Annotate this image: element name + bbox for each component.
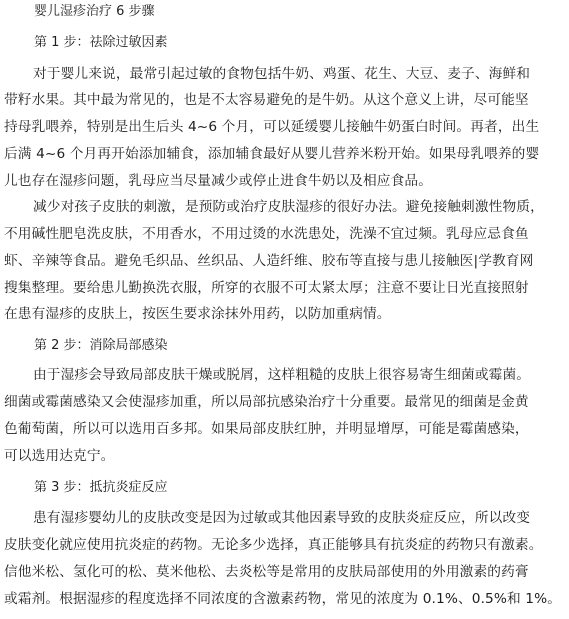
paragraph-line: 可以选用达克宁。 bbox=[4, 448, 115, 464]
paragraph-line: 带籽水果。其中最为常见的，也是不太容易避免的是牛奶。从这个意义上讲，尽可能坚 bbox=[4, 92, 529, 108]
article-title: 婴儿湿疹治疗 6 步骤 bbox=[34, 4, 155, 19]
paragraph-line: 儿也存在湿疹问题，乳母应当尽量减少或停止进食牛奶以及相应食品。 bbox=[4, 173, 433, 189]
paragraph-line: 患有湿疹婴幼儿的皮肤改变是因为过敏或其他因素导致的皮肤炎症反应，所以改变 bbox=[33, 510, 531, 526]
paragraph-line: 不用碱性肥皂洗皮肤，不用香水，不用过烫的水洗患处，洗澡不宜过频。乳母应忌食鱼 bbox=[4, 226, 529, 242]
paragraph-line: 由于湿疹会导致局部皮肤干燥或脱屑，这样粗糙的皮肤上很容易寄生细菌或霉菌。 bbox=[33, 367, 531, 383]
paragraph-line: 虾、辛辣等食品。避免毛织品、丝织品、人造纤维、胶布等直接与患儿接触医|学教育网 bbox=[4, 253, 534, 269]
paragraph-line: 对于婴儿来说，最常引起过敏的食物包括牛奶、鸡蛋、花生、大豆、麦子、海鲜和 bbox=[33, 66, 531, 82]
paragraph-line: 搜集整理。要给患儿勤换洗衣服，所穿的衣服不可太紧太厚；注意不要让日光直接照射 bbox=[4, 280, 529, 296]
paragraph-line: 色葡萄菌，所以可以选用百多邦。如果局部皮肤红肿，并明显增厚，可能是霉菌感染， bbox=[4, 421, 529, 437]
paragraph-line: 或霜剂。根据湿疹的程度选择不同浓度的含激素药物，常见的浓度为 0.1%、0.5%和 1%。 bbox=[4, 591, 562, 607]
step-3-heading: 第 3 步：抵抗炎症反应 bbox=[34, 480, 168, 495]
paragraph-line: 持母乳喂养，特别是出生后头 4~6 个月，可以延缓婴儿接触牛奶蛋白时间。再者，出生 bbox=[4, 119, 540, 135]
paragraph-line: 信他米松、氢化可的松、莫米他松、去炎松等是常用的皮肤局部使用的外用激素的药膏 bbox=[4, 564, 529, 580]
step-2-heading: 第 2 步：消除局部感染 bbox=[34, 338, 168, 353]
paragraph-line: 减少对孩子皮肤的刺激，是预防或治疗皮肤湿疹的很好办法。避免接触刺激性物质， bbox=[33, 199, 544, 215]
step-1-heading: 第 1 步：祛除过敏因素 bbox=[34, 35, 168, 50]
paragraph-line: 皮肤变化就应使用抗炎症的药物。无论多少选择，真正能够具有抗炎症的药物只有激素。 bbox=[4, 537, 543, 553]
paragraph-line: 后满 4~6 个月再开始添加辅食，添加辅食最好从婴儿营养米粉开始。如果母乳喂养的婴 bbox=[4, 146, 540, 162]
paragraph-line: 细菌或霉菌感染又会使湿疹加重，所以局部抗感染治疗十分重要。最常见的细菌是金黄 bbox=[4, 394, 529, 410]
paragraph-line: 在患有湿疹的皮肤上，按医生要求涂抹外用药，以防加重病情。 bbox=[4, 306, 391, 322]
